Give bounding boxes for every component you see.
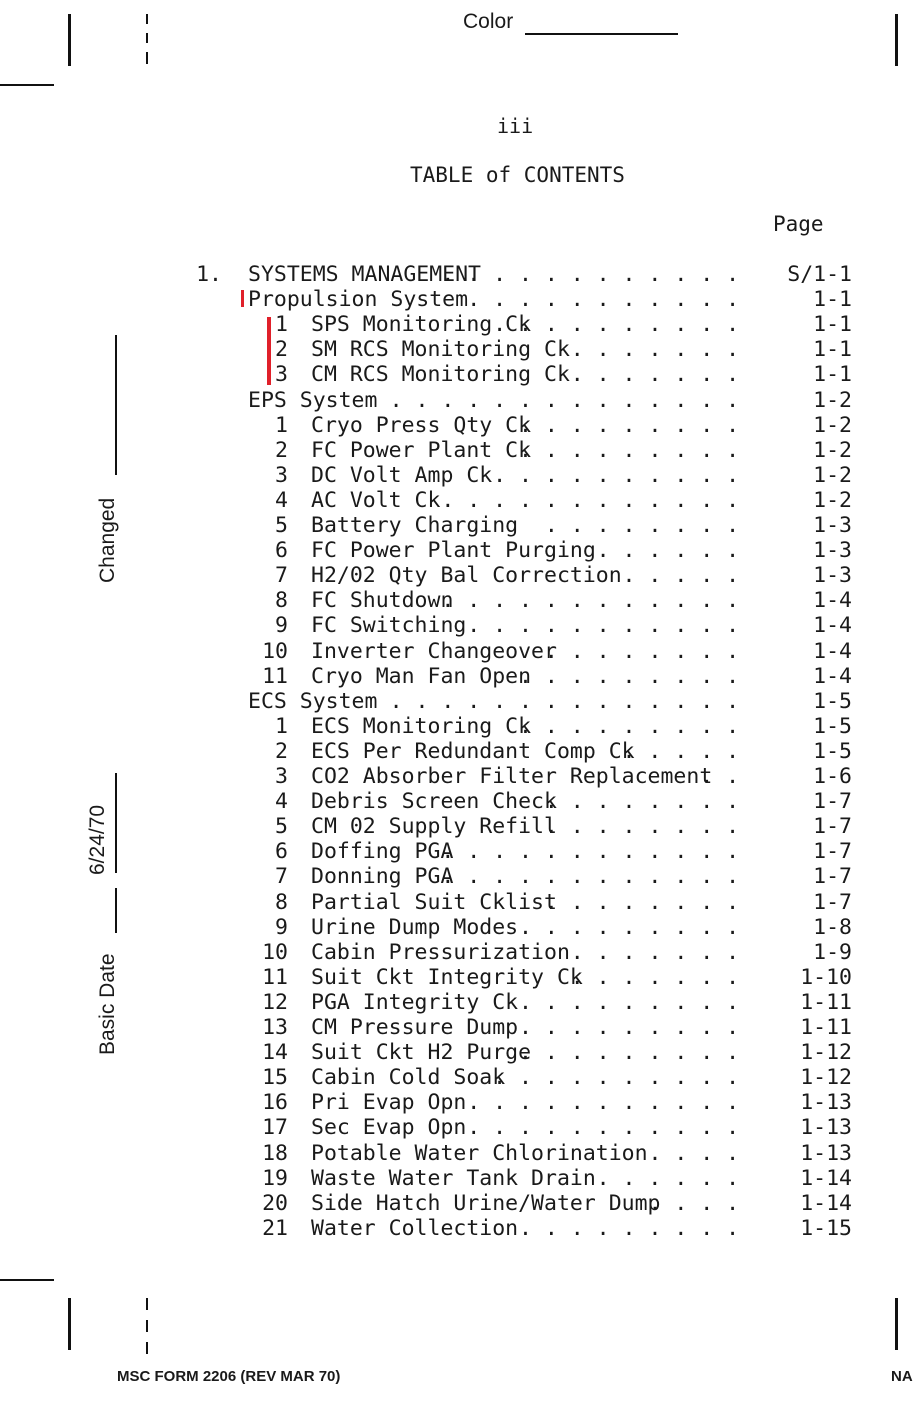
- toc-entry-title: Cryo Press Qty Ck: [311, 412, 532, 438]
- toc-entry-number: 21: [262, 1215, 288, 1241]
- basic-date-value: 6/24/70: [86, 804, 109, 875]
- toc-entry-title: AC Volt Ck: [311, 487, 441, 513]
- toc-entry-leader-dots: . . . . . . . . .: [519, 914, 752, 940]
- toc-entry: [0, 262, 919, 287]
- toc-entry-page: 1-3: [813, 513, 852, 538]
- toc-entry-title: FC Switching: [311, 613, 467, 639]
- toc-entry-number: 13: [262, 1015, 288, 1040]
- toc-entry-number: 18: [262, 1140, 288, 1166]
- toc-entry-number: 1: [275, 713, 288, 739]
- toc-entry-title: SYSTEMS MANAGEMENT: [248, 262, 481, 287]
- toc-entry-number: 5: [275, 814, 288, 840]
- toc-entry-title: FC Shutdown: [311, 588, 454, 614]
- changed-label: Changed: [96, 497, 119, 583]
- toc-entry: [0, 613, 919, 638]
- crop-mark-left-lower: [0, 1279, 54, 1281]
- toc-entry: [0, 588, 919, 613]
- toc-entry: [0, 689, 919, 714]
- toc-entry-page: 1-2: [813, 462, 852, 488]
- crop-mark-top-left: [68, 14, 71, 66]
- toc-entry-number: 19: [262, 1165, 288, 1191]
- toc-entry-page: 1-2: [813, 412, 852, 438]
- toc-entry-leader-dots: . . . . . . . . . . .: [467, 613, 752, 639]
- toc-entry-number: 16: [262, 1090, 288, 1116]
- toc-entry-page: 1-12: [800, 1040, 852, 1066]
- color-label: Color: [463, 10, 514, 33]
- toc-entry-title: Partial Suit Cklist: [311, 889, 557, 915]
- toc-entry: [0, 312, 919, 337]
- page-column-heading: Page: [773, 212, 824, 236]
- toc-entry-leader-dots: . . . . . . . . .: [519, 437, 752, 463]
- toc-entry-page: 1-12: [800, 1065, 852, 1091]
- toc-entry-number: 20: [262, 1190, 288, 1216]
- toc-entry-title: Doffing PGA: [311, 839, 454, 865]
- toc-entry-leader-dots: . .: [700, 764, 752, 789]
- toc-entry-title: Urine Dump Modes: [311, 914, 519, 940]
- toc-entry-leader-dots: . . . . . . . . . . .: [467, 287, 752, 313]
- toc-entry-leader-dots: . . . . . . . . . . . .: [441, 588, 752, 614]
- toc-entry: [0, 664, 919, 689]
- toc-entry-leader-dots: . . . . . . . . . . . .: [441, 262, 752, 287]
- registration-dash-top-left: [146, 33, 148, 43]
- toc-entry-leader-dots: . . . . . . .: [570, 964, 752, 990]
- toc-entry-page: 1-7: [813, 889, 852, 915]
- toc-entry-leader-dots: . . . . . .: [596, 1165, 752, 1191]
- toc-entry-leader-dots: . . . . . . . . . . .: [467, 1090, 752, 1116]
- color-fill-line: [525, 33, 678, 35]
- toc-entry-page: 1-1: [813, 337, 852, 363]
- toc-entry-leader-dots: . . . .: [648, 1190, 752, 1216]
- crop-mark-bottom-right: [895, 1298, 898, 1350]
- toc-entry-title: Donning PGA: [311, 864, 454, 890]
- toc-entry-leader-dots: . . . . . . . . . . . . . .: [389, 688, 752, 714]
- toc-entry-leader-dots: . . . . . . . . .: [519, 1040, 752, 1066]
- toc-entry-title: Potable Water Chlorination: [311, 1140, 648, 1166]
- toc-entry-title: Debris Screen Check: [311, 789, 557, 815]
- toc-entry-leader-dots: . . . . . . . . . . .: [467, 1115, 752, 1141]
- toc-entry-page: 1-7: [813, 814, 852, 840]
- toc-entry: [0, 714, 919, 739]
- toc-entry-page: 1-13: [800, 1115, 852, 1141]
- toc-entry-page: 1-4: [813, 613, 852, 639]
- toc-entry-page: 1-9: [813, 939, 852, 965]
- toc-entry: [0, 639, 919, 664]
- toc-entry-number: 10: [262, 939, 288, 965]
- toc-entry-number: 2: [275, 437, 288, 463]
- toc-entry: [0, 1090, 919, 1115]
- toc-entry-number: 7: [275, 563, 288, 589]
- toc-entry: [0, 1166, 919, 1191]
- toc-entry: [0, 1191, 919, 1216]
- toc-entry-number: 9: [275, 914, 288, 940]
- toc-entry-leader-dots: . . . . . . . . . . . .: [441, 487, 752, 513]
- toc-entry-title: ECS Monitoring Ck: [311, 713, 532, 739]
- toc-entry: [0, 764, 919, 789]
- toc-entry: [0, 915, 919, 940]
- toc-entry-number: 6: [275, 839, 288, 865]
- toc-entry-leader-dots: . . . . . . . .: [544, 638, 752, 664]
- toc-entry-title: Water Collection: [311, 1215, 519, 1241]
- date-line-lower: [115, 888, 117, 933]
- toc-entry-page: 1-13: [800, 1140, 852, 1166]
- date-line-upper: [115, 773, 117, 873]
- toc-entry: [0, 1115, 919, 1140]
- toc-entry-title: FC Power Plant Purging: [311, 538, 596, 564]
- registration-dash-bottom-left: [146, 1320, 148, 1332]
- registration-dash-top-left: [146, 14, 148, 24]
- toc-entry-title: Suit Ckt Integrity Ck: [311, 964, 583, 990]
- toc-entry-page: 1-1: [813, 362, 852, 388]
- toc-entry-page: 1-7: [813, 864, 852, 890]
- toc-entry-number: 17: [262, 1115, 288, 1141]
- toc-entry-title: Propulsion System: [248, 287, 469, 313]
- toc-entry-number: 1: [275, 312, 288, 338]
- toc-entry: [0, 337, 919, 362]
- toc-entry-page: 1-5: [813, 713, 852, 739]
- toc-entry-page: 1-15: [800, 1215, 852, 1241]
- toc-entry-leader-dots: . . . .: [648, 1140, 752, 1166]
- toc-entry-page: 1-5: [813, 688, 852, 714]
- toc-entry-title: CO2 Absorber Filter Replacement: [311, 764, 713, 789]
- toc-entry-number: 8: [275, 588, 288, 614]
- registration-dash-bottom-left: [146, 1342, 148, 1354]
- toc-entry-page: 1-3: [813, 563, 852, 589]
- toc-entry-page: 1-1: [813, 287, 852, 313]
- toc-entry-title: Side Hatch Urine/Water Dump: [311, 1190, 661, 1216]
- toc-entry-leader-dots: . . . . . . . . .: [519, 713, 752, 739]
- toc-entry-number: 5: [275, 513, 288, 538]
- toc-entry-number: 3: [275, 362, 288, 388]
- toc-entry-title: PGA Integrity Ck: [311, 989, 519, 1015]
- toc-entry-leader-dots: . . . . . . . . . . . .: [441, 839, 752, 865]
- form-label: MSC FORM 2206 (REV MAR 70): [117, 1368, 341, 1385]
- toc-entry-leader-dots: . . . . . . . . .: [519, 412, 752, 438]
- toc-entry-page: 1-11: [800, 989, 852, 1015]
- toc-entry: [0, 488, 919, 513]
- toc-entry-title: Cryo Man Fan Open: [311, 663, 532, 689]
- toc-entry-leader-dots: . . . . . . . . .: [519, 989, 752, 1015]
- toc-entry-leader-dots: . . . . . . . .: [544, 889, 752, 915]
- toc-entry-leader-dots: . . . . . . .: [570, 337, 752, 363]
- toc-entry: [0, 1065, 919, 1090]
- toc-entry-leader-dots: . . . . . . . . .: [519, 1015, 752, 1040]
- toc-entry-title: ECS System: [248, 688, 378, 714]
- toc-entry-title: H2/02 Qty Bal Correction: [311, 563, 622, 589]
- toc-entry: [0, 362, 919, 387]
- toc-entry: [0, 513, 919, 538]
- toc-entry: [0, 388, 919, 413]
- toc-entry-page: 1-3: [813, 538, 852, 564]
- toc-entry: [0, 965, 919, 990]
- toc-entry-number: 4: [275, 487, 288, 513]
- basic-date-label: Basic Date: [96, 953, 119, 1055]
- toc-entry-number: 15: [262, 1065, 288, 1091]
- toc-entry: [0, 890, 919, 915]
- toc-entry-leader-dots: . . . . . . . . . . . . . .: [389, 387, 752, 413]
- toc-entry-leader-dots: . . . . . . . . .: [519, 663, 752, 689]
- toc-entry-number: 2: [275, 337, 288, 363]
- toc-entry-number: 14: [262, 1040, 288, 1066]
- toc-entry-page: 1-2: [813, 437, 852, 463]
- toc-entry-leader-dots: . . . . .: [622, 563, 752, 589]
- crop-mark-left-upper: [0, 84, 54, 86]
- toc-entry-number: 6: [275, 538, 288, 564]
- toc-entry-leader-dots: . . . . . . . .: [544, 513, 752, 538]
- toc-entry-title: EPS System: [248, 387, 378, 413]
- toc-entry-leader-dots: . . . . . . . . . .: [493, 312, 752, 338]
- toc-entry-number: 1.: [196, 262, 222, 287]
- page-title: TABLE of CONTENTS: [410, 163, 625, 187]
- toc-entry-title: Waste Water Tank Drain: [311, 1165, 596, 1191]
- toc-entry-title: FC Power Plant Ck: [311, 437, 532, 463]
- toc-entry-leader-dots: . . . . . . . . . .: [493, 462, 752, 488]
- toc-entry-page: 1-7: [813, 839, 852, 865]
- toc-entry-title: Inverter Changeover: [311, 638, 557, 664]
- toc-entry: [0, 990, 919, 1015]
- changed-line: [115, 335, 117, 475]
- toc-entry-title: DC Volt Amp Ck: [311, 462, 493, 488]
- toc-entry-title: Pri Evap Opn: [311, 1090, 467, 1116]
- toc-entry: [0, 287, 919, 312]
- toc-entry-number: 10: [262, 638, 288, 664]
- toc-entry: [0, 538, 919, 563]
- toc-entry-title: Battery Charging: [311, 513, 519, 538]
- toc-entry: [0, 463, 919, 488]
- toc-entry-page: 1-14: [800, 1165, 852, 1191]
- registration-dash-top-left: [146, 52, 148, 64]
- toc-entry: [0, 563, 919, 588]
- toc-entry-leader-dots: . . . . . . . . . . . .: [441, 864, 752, 890]
- toc-entry-page: 1-2: [813, 487, 852, 513]
- toc-entry: [0, 1040, 919, 1065]
- toc-entry-number: 11: [262, 663, 288, 689]
- toc-entry-title: CM RCS Monitoring Ck: [311, 362, 570, 388]
- crop-mark-top-right: [895, 14, 898, 66]
- page-number: iii: [497, 114, 534, 138]
- toc-entry-number: 8: [275, 889, 288, 915]
- toc-entry-page: 1-11: [800, 1015, 852, 1040]
- toc-entry-title: SPS Monitoring Ck: [311, 312, 532, 338]
- toc-entry-title: ECS Per Redundant Comp Ck: [311, 738, 635, 764]
- toc-entry: [0, 413, 919, 438]
- toc-entry-number: 2: [275, 738, 288, 764]
- toc-entry-page: 1-4: [813, 638, 852, 664]
- toc-entry-number: 11: [262, 964, 288, 990]
- toc-entry-page: 1-4: [813, 588, 852, 614]
- toc-entry-page: 1-7: [813, 789, 852, 815]
- toc-entry-number: 7: [275, 864, 288, 890]
- toc-entry-page: S/1-1: [787, 262, 852, 287]
- toc-entry-number: 3: [275, 462, 288, 488]
- registration-dash-bottom-left: [146, 1298, 148, 1310]
- crop-mark-bottom-left: [68, 1298, 71, 1350]
- toc-entry-leader-dots: . . . . .: [622, 738, 752, 764]
- toc-entry-page: 1-4: [813, 663, 852, 689]
- toc-entry-page: 1-14: [800, 1190, 852, 1216]
- toc-entry-leader-dots: . . . . . . . .: [544, 789, 752, 815]
- toc-entry-number: 1: [275, 412, 288, 438]
- toc-entry: [0, 1015, 919, 1040]
- toc-entry-page: 1-5: [813, 738, 852, 764]
- toc-entry: [0, 1141, 919, 1166]
- toc-entry-title: Cabin Pressurization: [311, 939, 570, 965]
- footer-right-label: NA: [891, 1368, 913, 1385]
- toc-entry-title: CM Pressure Dump: [311, 1015, 519, 1040]
- toc-entry-page: 1-8: [813, 914, 852, 940]
- toc-entry-page: 1-2: [813, 387, 852, 413]
- toc-entry-number: 4: [275, 789, 288, 815]
- toc-entry-title: CM 02 Supply Refill: [311, 814, 557, 840]
- toc-entry-title: Suit Ckt H2 Purge: [311, 1040, 532, 1066]
- toc-entry-number: 12: [262, 989, 288, 1015]
- toc-entry: [0, 814, 919, 839]
- toc-entry: [0, 940, 919, 965]
- toc-entry-page: 1-1: [813, 312, 852, 338]
- toc-entry-page: 1-10: [800, 964, 852, 990]
- toc-entry: [0, 864, 919, 889]
- toc-entry: [0, 1216, 919, 1241]
- toc-entry: [0, 739, 919, 764]
- toc-entry-page: 1-6: [813, 764, 852, 789]
- toc-entry-leader-dots: . . . . . . . . . .: [493, 1065, 752, 1091]
- toc-entry-leader-dots: . . . . . . .: [570, 362, 752, 388]
- toc-entry-title: Sec Evap Opn: [311, 1115, 467, 1141]
- toc-entry-page: 1-13: [800, 1090, 852, 1116]
- toc-entry-title: Cabin Cold Soak: [311, 1065, 506, 1091]
- toc-entry: [0, 839, 919, 864]
- toc-entry-number: 3: [275, 764, 288, 789]
- toc-entry-leader-dots: . . . . . . . .: [544, 814, 752, 840]
- toc-entry-leader-dots: . . . . . . .: [570, 939, 752, 965]
- toc-entry: [0, 438, 919, 463]
- toc-entry-number: 9: [275, 613, 288, 639]
- toc-entry-title: SM RCS Monitoring Ck: [311, 337, 570, 363]
- toc-entry-leader-dots: . . . . . . . . .: [519, 1215, 752, 1241]
- toc-entry: [0, 789, 919, 814]
- toc-entry-leader-dots: . . . . . .: [596, 538, 752, 564]
